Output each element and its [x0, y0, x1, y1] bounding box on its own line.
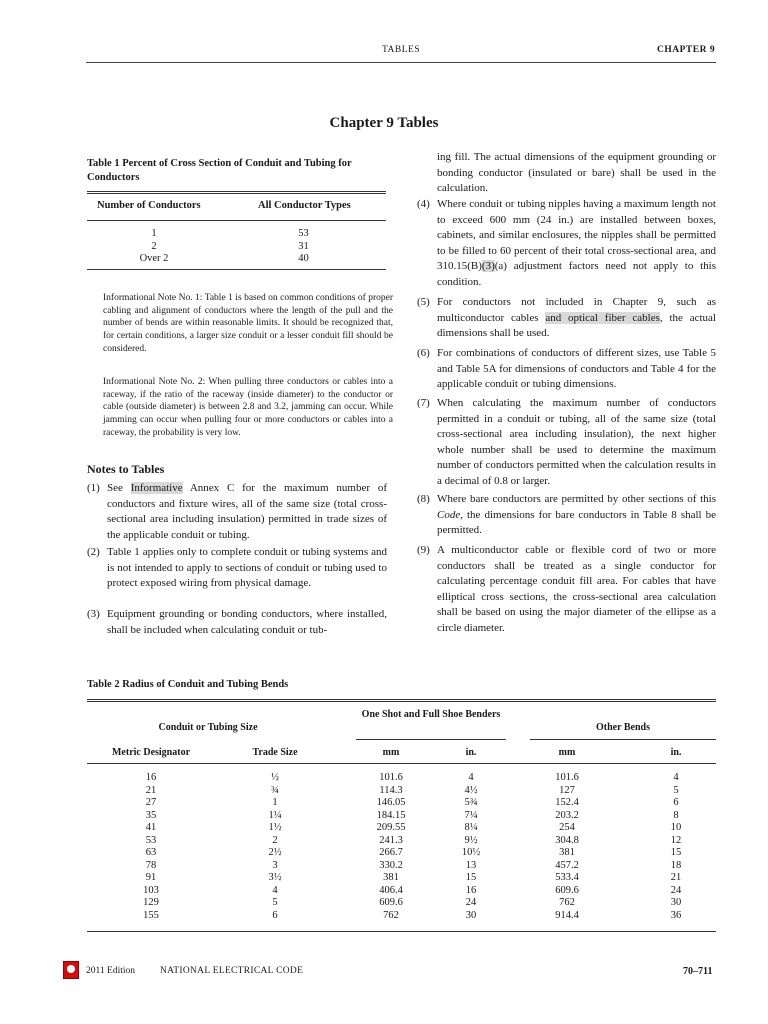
table-cell: 381 — [559, 847, 575, 858]
table-row — [87, 822, 716, 835]
note-text: A multiconductor cable or flexible cord of two or more conductors shall be treated as a single conductor for calculating percentage conduit fill area. For cables that have elliptical cross sections, the cross-sectional area calculation shall be based on using the major diameter of the ellipse as a circle diameter. — [437, 544, 716, 634]
table2-group-other: Other Bends — [596, 722, 650, 733]
table-cell: 184.15 — [376, 809, 406, 821]
note-number: (7) — [417, 397, 430, 409]
note-text — [437, 295, 716, 342]
note-number: (8) — [417, 493, 430, 505]
table2-bottom-rule — [87, 931, 716, 932]
table-cell: 8 — [673, 809, 679, 821]
note-item-4 — [417, 197, 716, 291]
table1-header-count: Number of Conductors — [97, 200, 201, 211]
note-text-post: (a) adjustment factors need not apply to this condition. — [437, 260, 716, 288]
table-cell: 254 — [559, 822, 575, 833]
table2-header-in1: in. — [465, 747, 477, 758]
table-cell: 4 — [272, 884, 278, 896]
table-cell: 9½ — [464, 834, 478, 846]
note-text — [107, 481, 387, 543]
table2-group-other-rule — [530, 739, 716, 740]
table-cell: Over 2 — [139, 253, 169, 264]
table-cell: 40 — [298, 253, 309, 264]
table-cell: 15 — [670, 847, 682, 858]
table-row — [87, 897, 716, 910]
note-item-9 — [417, 543, 716, 637]
table-row — [87, 885, 716, 898]
table-cell: 533.4 — [555, 872, 579, 883]
table-cell: 129 — [143, 897, 159, 908]
table1-header-rule — [87, 220, 386, 221]
note-number: (9) — [417, 544, 430, 556]
table-cell: 24 — [670, 884, 682, 896]
informational-note-2: Informational Note No. 2: When pulling three conductors or cables into a raceway, if the ratio of the raceway (inside diameter) to the conductor or cable (outside diameter) is between 2.8 and 3.2, jamming can occur. While jamming can occur when pulling four or more conductors or cables into a raceway, the probability is very low. — [103, 377, 393, 438]
table2-header-metric: Metric Designator — [111, 747, 191, 758]
note-text-post: , the actual dimensions shall be used. — [437, 311, 716, 340]
table-row — [87, 910, 716, 923]
table2-header-in2: in. — [670, 747, 682, 758]
table2-caption: Table 2 Radius of Conduit and Tubing Bends — [87, 679, 289, 690]
note-text-post: Annex C for the maximum number of conductors and fixture wires, all of the same size (total cross-sectional area including insulation) permitted in trade sizes of the applicable conduit or tubing. — [107, 482, 387, 541]
table2-group-benders: One Shot and Full Shoe Benders — [361, 709, 501, 720]
table-row — [87, 785, 716, 798]
note-number: (4) — [417, 198, 430, 210]
table-cell: 36 — [670, 909, 682, 921]
table-cell: 3½ — [268, 872, 282, 883]
highlighted-text: (3) — [481, 260, 495, 273]
table-cell: 101.6 — [379, 772, 403, 783]
note-text-pre: For conductors not included in Chapter 9, such as multiconductor cables — [437, 296, 716, 324]
table-cell: 41 — [145, 822, 157, 833]
note-item-3-continued — [417, 150, 716, 197]
note-text: For combinations of conductors of different sizes, use Table 5 and Table 5A for dimensions of conductors and Table 4 for the applicable conduit or tubing dimensions. — [437, 347, 716, 391]
table-row — [87, 847, 716, 860]
page-title: Chapter 9 Tables — [329, 115, 439, 131]
table-cell: 13 — [465, 859, 477, 871]
table-cell: 2½ — [268, 847, 282, 858]
notes-heading: Notes to Tables — [87, 462, 165, 476]
footer-code: NATIONAL ELECTRICAL CODE — [160, 966, 304, 976]
note-text-post: , the dimensions for bare conductors in Table 8 shall be permitted. — [437, 508, 716, 537]
table1-header-types: All Conductor Types — [258, 200, 351, 211]
note-text — [437, 197, 716, 291]
table-cell: 21 — [145, 784, 157, 796]
table-cell: ½ — [271, 772, 279, 783]
running-header-right: CHAPTER 9 — [657, 45, 716, 55]
footer-page-number: 70–711 — [683, 966, 713, 977]
note-item-8 — [417, 492, 716, 539]
table-cell: 241.3 — [379, 834, 403, 846]
table-cell: 914.4 — [555, 909, 579, 921]
table1-top-rule — [87, 191, 386, 194]
table2-header-trade: Trade Size — [252, 747, 298, 758]
table-cell: 2 — [272, 834, 278, 846]
table2-top-rule — [87, 699, 716, 702]
table-row — [87, 810, 716, 823]
table-cell: 91 — [145, 872, 157, 883]
informational-note-1: Informational Note No. 1: Table 1 is based on common conditions of proper cabling and alignment of conductors where the length of the pull and the number of bends are within reasonable limits. It should be recognized that, for certain conditions, a larger size conduit or a lesser conduit fill should be considered. — [103, 293, 393, 354]
note-item-3 — [87, 607, 387, 638]
note-text-pre: Where conduit or tubing nipples having a maximum length not to exceed 600 mm (24 in.) are installed between boxes, cabinets, and similar enclosures, the nipples shall be permitted to be filled to 60 percent of their total cross-sectional area, and 310.15(B) — [437, 198, 716, 273]
table-row — [87, 872, 716, 885]
table-cell: 5 — [272, 897, 278, 908]
table2-header-rule — [87, 763, 716, 764]
table-cell: 8¼ — [464, 822, 478, 833]
note-item-6 — [417, 346, 716, 393]
table-cell: 6 — [673, 797, 679, 808]
table-cell: 1½ — [268, 822, 282, 833]
note-item-5 — [417, 295, 716, 342]
table-cell: 1 — [272, 797, 278, 808]
table-cell: 4½ — [464, 784, 478, 796]
table2-header-mm1: mm — [382, 747, 400, 758]
note-number: (2) — [87, 546, 100, 558]
table-cell: 10½ — [461, 847, 481, 858]
table2-group-benders-rule — [356, 739, 506, 740]
table-cell: 30 — [465, 909, 477, 921]
table-cell: 2 — [151, 240, 157, 252]
table-cell: 6 — [272, 909, 278, 921]
table-cell: 31 — [298, 240, 309, 252]
table-cell: 18 — [670, 859, 682, 871]
table-cell: 30 — [670, 897, 682, 908]
table2-header-mm2: mm — [558, 747, 576, 758]
table-cell: 762 — [559, 897, 575, 908]
note-text — [437, 492, 716, 539]
note-number: (5) — [417, 296, 430, 308]
table-cell: 304.8 — [555, 834, 579, 846]
table-cell: 609.6 — [379, 897, 403, 908]
header-rule — [86, 62, 716, 63]
table-cell: 78 — [145, 859, 157, 871]
table-cell: 266.7 — [379, 847, 403, 858]
highlighted-text: Informative — [130, 482, 183, 494]
note-item-1 — [87, 481, 387, 543]
table-row — [87, 772, 716, 785]
table-cell: 3 — [272, 859, 278, 871]
table-cell: 457.2 — [555, 859, 579, 871]
note-number: (3) — [87, 608, 100, 620]
table-row — [87, 228, 386, 241]
table-cell: 16 — [145, 772, 157, 783]
table-cell: 27 — [145, 797, 157, 808]
highlighted-text: and optical fiber cables — [545, 311, 660, 324]
table-cell: 1 — [151, 228, 157, 239]
note-text-pre: See — [107, 482, 131, 494]
table-cell: 5 — [673, 784, 679, 796]
table-cell: 146.05 — [376, 797, 406, 808]
table1-body — [87, 228, 386, 266]
note-item-2 — [87, 545, 387, 592]
note-text: When calculating the maximum number of conductors permitted in a conduit or tubing, all of the same size (total cross-sectional area including insulation), the next higher whole number shall be used to determine the maximum number of conductors permitted when the calculation results in a decimal of 0.8 or larger. — [437, 397, 716, 487]
table-cell: 406.4 — [379, 884, 403, 896]
table-cell: 381 — [383, 872, 399, 883]
table2-body — [87, 772, 716, 922]
footer-edition: 2011 Edition — [86, 966, 135, 976]
note-number: (6) — [417, 347, 430, 359]
table-row — [87, 835, 716, 848]
table-cell: 35 — [145, 809, 157, 821]
table2-group-size: Conduit or Tubing Size — [158, 722, 258, 733]
table-cell: 24 — [465, 897, 477, 908]
table-cell: 53 — [145, 834, 157, 846]
note-text: Table 1 applies only to complete conduit or tubing systems and is not intended to apply to sections of conduit or tubing used to protect exposed wiring from physical damage. — [107, 546, 387, 590]
note-item-7 — [417, 396, 716, 490]
table-row — [87, 860, 716, 873]
nfpa-logo-icon — [63, 961, 79, 979]
note-text: Equipment grounding or bonding conductors, where installed, shall be included when calculating conduit or tub- — [107, 608, 387, 636]
table-cell: 103 — [143, 884, 159, 896]
table-cell: 21 — [670, 872, 682, 883]
note-number: (1) — [87, 482, 100, 494]
table-cell: 209.55 — [376, 822, 406, 833]
table-cell: 15 — [465, 872, 477, 883]
table-cell: 330.2 — [379, 859, 403, 871]
table1-bottom-rule — [87, 269, 386, 270]
table-cell: 101.6 — [555, 772, 579, 783]
table-cell: ¾ — [271, 784, 279, 796]
table-row — [87, 797, 716, 810]
table-cell: 4 — [468, 772, 474, 783]
table-cell: 16 — [465, 884, 477, 896]
table-cell: 152.4 — [555, 797, 579, 808]
table-cell: 114.3 — [379, 784, 403, 796]
table-row — [87, 253, 386, 266]
table-cell: 155 — [143, 909, 159, 921]
table-cell: 762 — [383, 909, 399, 921]
table-cell: 203.2 — [555, 809, 579, 821]
table-cell: 127 — [559, 784, 575, 796]
table-cell: 10 — [670, 822, 682, 833]
table-cell: 7¼ — [464, 809, 478, 821]
table-cell: 63 — [145, 847, 157, 858]
note-text-emphasis: Code — [437, 508, 461, 521]
running-header-left: TABLES — [382, 45, 421, 55]
note-text-pre: Where bare conductors are permitted by other sections of this — [437, 493, 716, 505]
table-cell: 4 — [673, 772, 679, 783]
table-cell: 609.6 — [555, 884, 579, 896]
table-cell: 5¾ — [464, 797, 478, 808]
table-row — [87, 241, 386, 254]
table1-caption: Table 1 Percent of Cross Section of Conduit and Tubing for Conductors — [87, 158, 352, 183]
table-cell: 12 — [670, 834, 682, 846]
table-cell: 53 — [298, 228, 309, 239]
table-cell: 1¼ — [268, 809, 282, 821]
note-text: ing fill. The actual dimensions of the equipment grounding or bonding conductor (insulated or bare) shall be used in the calculation. — [437, 151, 716, 195]
